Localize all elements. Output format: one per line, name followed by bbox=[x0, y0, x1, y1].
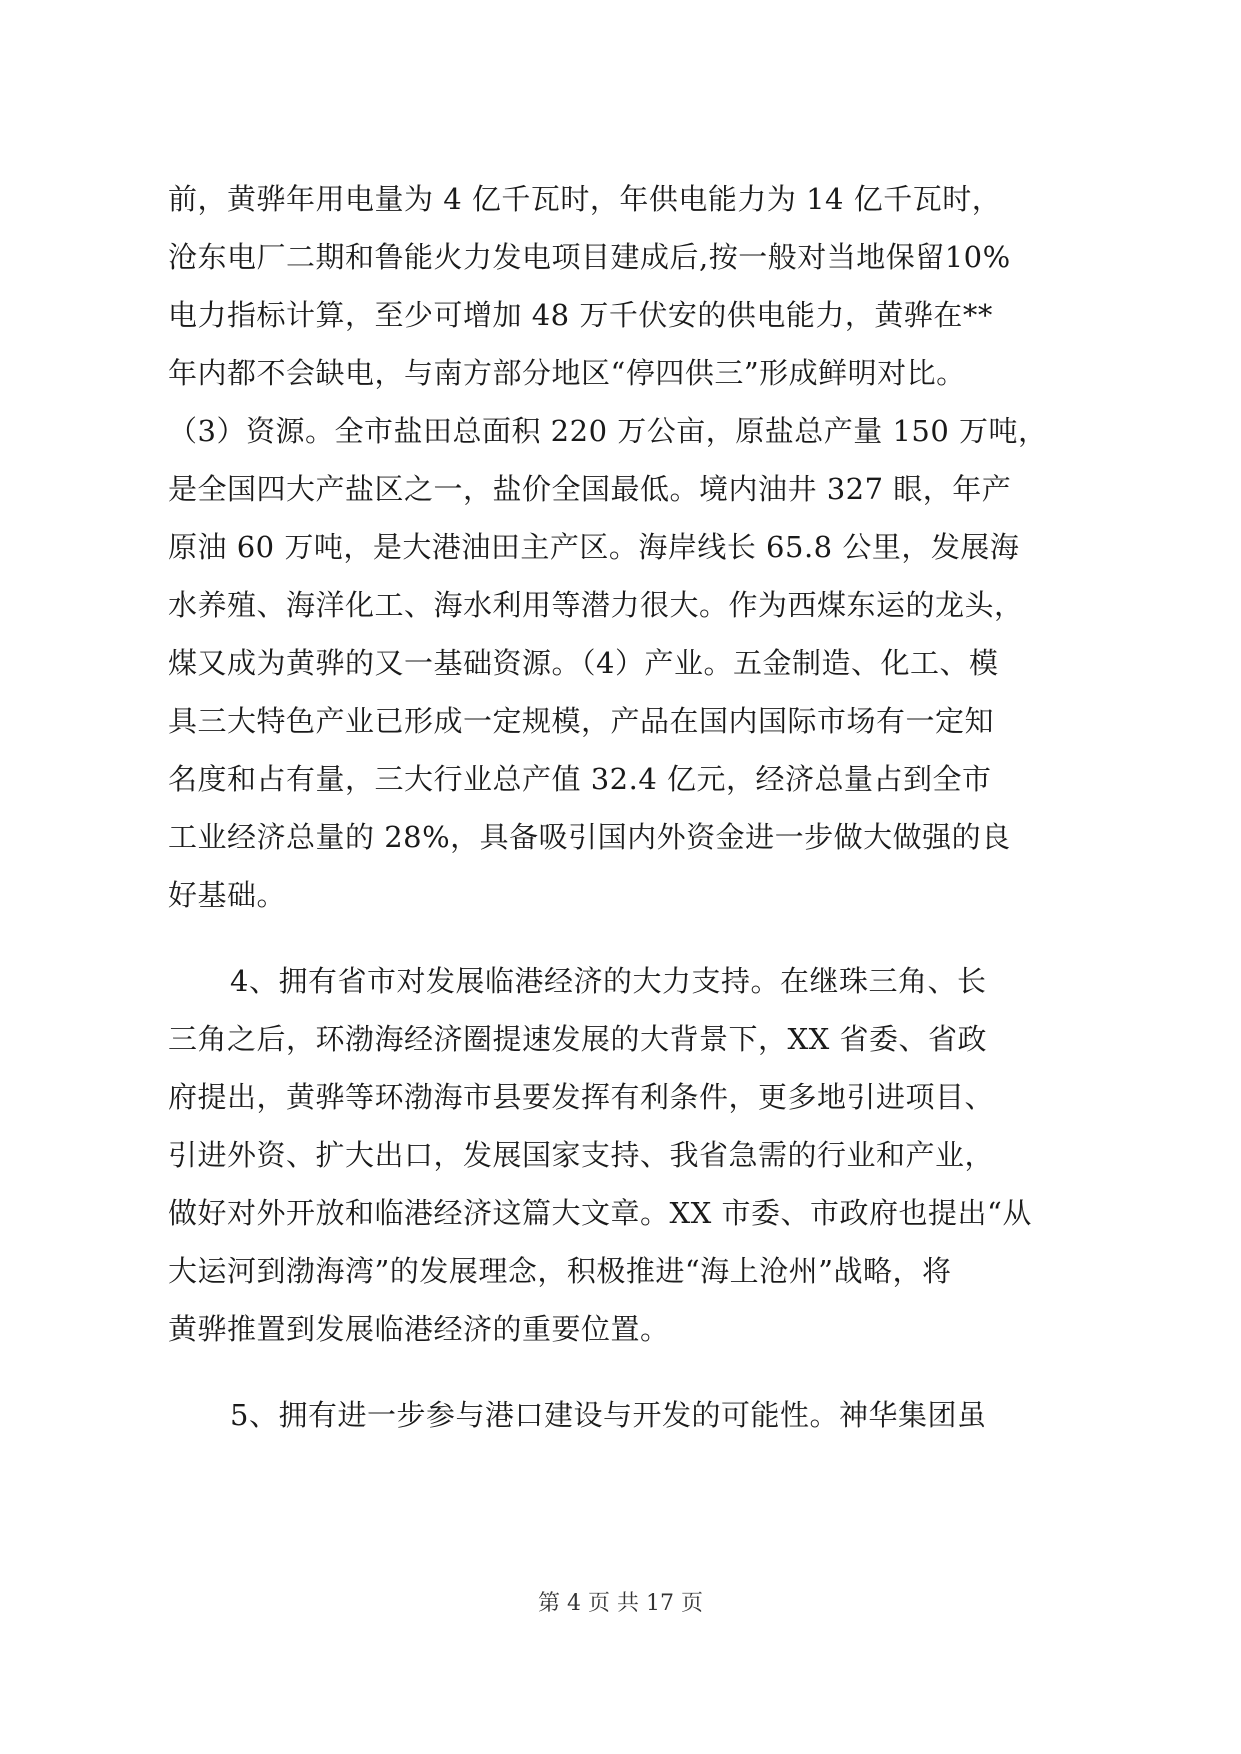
text-line: 具三大特色产业已形成一定规模，产品在国内国际市场有一定知 bbox=[168, 704, 995, 738]
text-line: 年内都不会缺电，与南方部分地区“停四供三”形成鲜明对比。 bbox=[168, 356, 966, 390]
text-line: 前，黄骅年用电量为 4 亿千瓦时，年供电能力为 14 亿千瓦时， bbox=[168, 182, 1002, 216]
text-line: 工业经济总量的 28%，具备吸引国内外资金进一步做大做强的良 bbox=[168, 820, 1011, 854]
text-line: 沧东电厂二期和鲁能火力发电项目建成后,按一般对当地保留10% bbox=[168, 240, 1011, 274]
paragraph-start-line: 5、拥有进一步参与港口建设与开发的可能性。神华集团虽 bbox=[230, 1398, 987, 1432]
text-line: 煤又成为黄骅的又一基础资源。（4）产业。五金制造、化工、模 bbox=[168, 646, 999, 680]
text-line: 三角之后，环渤海经济圈提速发展的大背景下，XX 省委、省政 bbox=[168, 1022, 988, 1056]
text-line: 府提出，黄骅等环渤海市县要发挥有利条件，更多地引进项目、 bbox=[168, 1080, 995, 1114]
text-line: 黄骅推置到发展临港经济的重要位置。 bbox=[168, 1312, 670, 1346]
paragraph-start-line: 4、拥有省市对发展临港经济的大力支持。在继珠三角、长 bbox=[230, 964, 987, 998]
text-line: 电力指标计算，至少可增加 48 万千伏安的供电能力，黄骅在** bbox=[168, 298, 993, 332]
paragraph-gap bbox=[168, 924, 1088, 952]
text-line: 原油 60 万吨，是大港油田主产区。海岸线长 65.8 公里，发展海 bbox=[168, 530, 1020, 564]
text-line: （3）资源。全市盐田总面积 220 万公亩，原盐总产量 150 万吨， bbox=[168, 414, 1048, 448]
text-line: 引进外资、扩大出口，发展国家支持、我省急需的行业和产业， bbox=[168, 1138, 995, 1172]
text-line: 好基础。 bbox=[168, 878, 287, 912]
text-line: 是全国四大产盐区之一，盐价全国最低。境内油井 327 眼，年产 bbox=[168, 472, 1012, 506]
text-line: 水养殖、海洋化工、海水利用等潜力很大。作为西煤东运的龙头， bbox=[168, 588, 1024, 622]
page-number-footer: 第 4 页 共 17 页 bbox=[538, 1591, 703, 1616]
text-line: 做好对外开放和临港经济这篇大文章。XX 市委、市政府也提出“从 bbox=[168, 1196, 1032, 1230]
text-line: 名度和占有量，三大行业总产值 32.4 亿元，经济总量占到全市 bbox=[168, 762, 992, 796]
document-body bbox=[168, 170, 1088, 1444]
paragraph-gap bbox=[168, 1358, 1088, 1386]
text-line: 大运河到渤海湾”的发展理念，积极推进“海上沧州”战略，将 bbox=[168, 1254, 952, 1288]
